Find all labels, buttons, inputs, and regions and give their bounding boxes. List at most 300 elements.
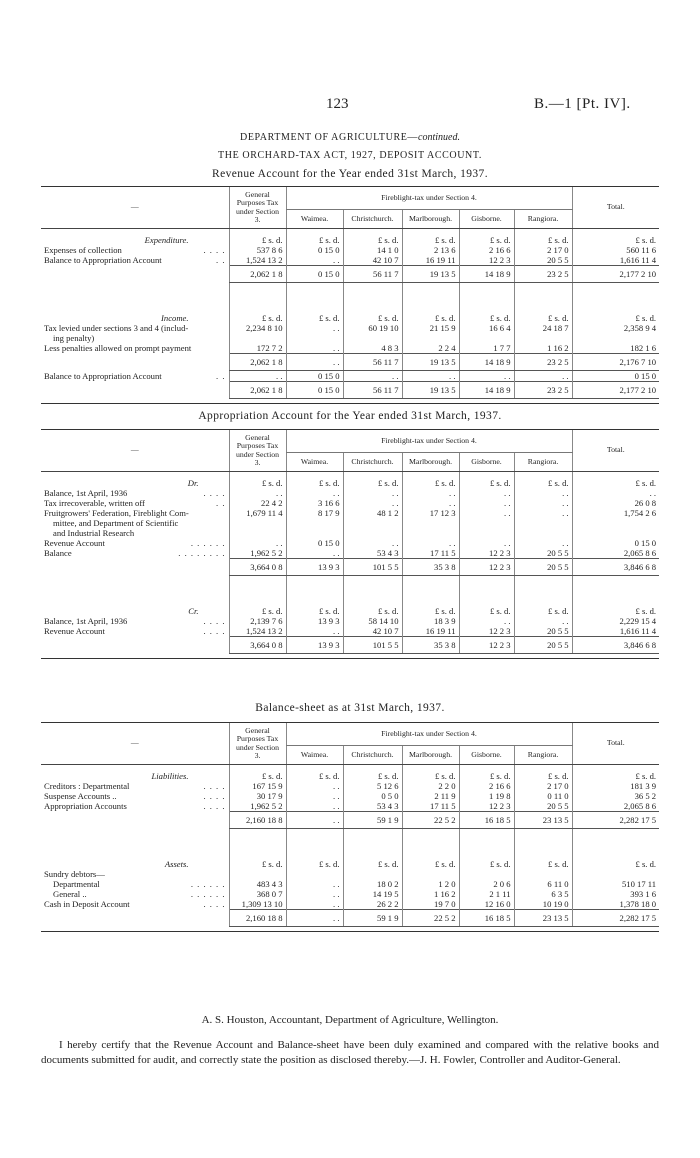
total-cell: 13 9 3 — [286, 637, 343, 654]
amount-cell — [514, 333, 572, 343]
amount-cell: . . — [286, 323, 343, 333]
amount-cell: . . — [286, 781, 343, 791]
total-cell: 2,177 2 10 — [572, 266, 659, 283]
row-label — [41, 333, 229, 343]
total-cell: 23 13 5 — [514, 812, 572, 829]
total-cell: 0 15 0 — [286, 266, 343, 283]
amount-cell: . . — [514, 371, 572, 382]
col-general-purposes: General Purposes Tax under Section 3. — [229, 187, 286, 229]
amount-cell: 1,524 13 2 — [229, 626, 286, 637]
total-cell: 101 5 5 — [343, 559, 402, 576]
leader-dots: . . . . — [203, 781, 226, 791]
appropriation-account-title: Appropriation Account for the Year ended 31st March, 1937. — [198, 410, 502, 422]
amount-cell: 16 19 11 — [402, 255, 459, 266]
amount-cell: 26 0 8 — [572, 498, 659, 508]
amount-cell: 6 11 0 — [514, 879, 572, 889]
currency-units: £ s. d. — [402, 600, 459, 616]
currency-units: £ s. d. — [229, 765, 286, 782]
department-title-text: DEPARTMENT OF AGRICULTURE— — [240, 132, 419, 143]
row-label-text: Sundry debtors— — [44, 869, 105, 879]
row-label — [41, 371, 229, 382]
amount-cell — [459, 518, 514, 528]
section-heading: Cr. — [188, 606, 199, 616]
amount-cell: 36 5 2 — [572, 791, 659, 801]
amount-cell: . . — [343, 371, 402, 382]
table-row — [41, 333, 659, 343]
total-cell: 3,664 0 8 — [229, 559, 286, 576]
amount-cell — [572, 518, 659, 528]
table-row — [41, 323, 659, 333]
table-row — [41, 801, 659, 812]
amount-cell: 1 16 2 — [514, 343, 572, 354]
total-cell: 2,062 1 8 — [229, 354, 286, 371]
total-row — [41, 812, 659, 829]
total-cell: 19 13 5 — [402, 354, 459, 371]
amount-cell: 12 2 3 — [459, 801, 514, 812]
leader-dots: . . . . . . — [190, 879, 226, 889]
table-row — [41, 616, 659, 626]
table-row — [41, 528, 659, 538]
amount-cell — [514, 869, 572, 879]
row-label — [41, 879, 229, 889]
col-christchurch: Christchurch. — [343, 746, 402, 765]
table-row — [41, 255, 659, 266]
total-cell: 23 2 5 — [514, 382, 572, 399]
currency-units: £ s. d. — [514, 765, 572, 782]
amount-cell: . . — [514, 498, 572, 508]
total-cell: . . — [286, 910, 343, 927]
audit-certificate-text: I hereby certify that the Revenue Account and Balance-sheet have been duly examined and compared with the relative books and documents submitted for audit, and correctly state the position as disclosed thereby.—J. H. Fowler, Controller and Auditor-General. — [41, 1039, 659, 1066]
currency-units: £ s. d. — [459, 472, 514, 489]
amount-cell: 0 15 0 — [572, 538, 659, 548]
total-row — [41, 354, 659, 371]
row-label-text: Balance to Appropriation Account — [44, 370, 162, 381]
currency-units: £ s. d. — [343, 853, 402, 869]
amount-cell: 1 16 2 — [402, 889, 459, 899]
amount-cell — [229, 333, 286, 343]
currency-units: £ s. d. — [402, 765, 459, 782]
total-cell: 14 18 9 — [459, 354, 514, 371]
amount-cell: 2 16 6 — [459, 781, 514, 791]
header-dash: — — [41, 187, 229, 229]
amount-cell: 24 18 7 — [514, 323, 572, 333]
leader-dots: . . . . — [203, 626, 226, 636]
amount-cell: . . — [514, 538, 572, 548]
amount-cell — [286, 333, 343, 343]
amount-cell: 2 0 6 — [459, 879, 514, 889]
leader-dots: . . — [216, 255, 226, 265]
amount-cell: . . — [286, 899, 343, 910]
currency-units: £ s. d. — [514, 853, 572, 869]
amount-cell: 3 16 6 — [286, 498, 343, 508]
amount-cell: . . — [229, 488, 286, 498]
balance-sheet-table — [41, 722, 659, 932]
row-label — [41, 323, 229, 333]
amount-cell: . . — [402, 371, 459, 382]
section-heading: Liabilities. — [151, 771, 189, 781]
amount-cell: . . — [229, 538, 286, 548]
total-row — [41, 382, 659, 399]
revenue-account-title: Revenue Account for the Year ended 31st March, 1937. — [212, 168, 488, 180]
total-row — [41, 637, 659, 654]
row-label-text: Appropriation Accounts — [44, 801, 127, 811]
currency-units: £ s. d. — [229, 307, 286, 323]
amount-cell: . . — [286, 255, 343, 266]
amount-cell: . . — [343, 488, 402, 498]
row-label — [41, 528, 229, 538]
table-row — [41, 791, 659, 801]
section-heading: Dr. — [187, 478, 199, 488]
currency-units: £ s. d. — [572, 765, 659, 782]
total-cell: 56 11 7 — [343, 354, 402, 371]
amount-cell: . . — [286, 801, 343, 812]
amount-cell: . . — [514, 508, 572, 518]
amount-cell: 0 5 0 — [343, 791, 402, 801]
amount-cell: . . — [286, 879, 343, 889]
row-label-text: mittee, and Department of Scientific — [53, 518, 179, 528]
amount-cell: 1,309 13 10 — [229, 899, 286, 910]
amount-cell: 16 6 4 — [459, 323, 514, 333]
amount-cell: 18 0 2 — [343, 879, 402, 889]
amount-cell: 0 11 0 — [514, 791, 572, 801]
amount-cell: 20 5 5 — [514, 548, 572, 559]
table-row — [41, 371, 659, 382]
header-dash: — — [41, 723, 229, 765]
amount-cell: . . — [286, 626, 343, 637]
currency-units: £ s. d. — [514, 600, 572, 616]
amount-cell — [514, 518, 572, 528]
table-row — [41, 869, 659, 879]
table-row — [41, 518, 659, 528]
amount-cell: 2,229 15 4 — [572, 616, 659, 626]
amount-cell: 1 2 0 — [402, 879, 459, 889]
amount-cell: 167 15 9 — [229, 781, 286, 791]
row-label-text: Fruitgrowers' Federation, Fireblight Com- — [44, 508, 189, 518]
total-cell: . . — [286, 812, 343, 829]
amount-cell: 17 11 5 — [402, 548, 459, 559]
amount-cell: . . — [402, 498, 459, 508]
table-row — [41, 879, 659, 889]
page-reference: B.—1 [Pt. IV]. — [534, 96, 631, 112]
col-gisborne: Gisborne. — [459, 210, 514, 229]
row-label — [41, 548, 229, 559]
row-label-text: Departmental — [53, 879, 100, 889]
department-title — [0, 132, 700, 143]
row-label — [41, 616, 229, 626]
col-fireblight: Fireblight-tax under Section 4. — [286, 187, 572, 210]
amount-cell: 53 4 3 — [343, 801, 402, 812]
amount-cell — [229, 869, 286, 879]
total-cell: 2,176 7 10 — [572, 354, 659, 371]
amount-cell: 0 15 0 — [572, 371, 659, 382]
currency-units: £ s. d. — [514, 229, 572, 246]
amount-cell: . . — [514, 488, 572, 498]
total-cell: 23 13 5 — [514, 910, 572, 927]
leader-dots: . . — [216, 370, 226, 381]
currency-units: £ s. d. — [459, 765, 514, 782]
amount-cell: 368 0 7 — [229, 889, 286, 899]
amount-cell: 20 5 5 — [514, 255, 572, 266]
amount-cell: . . — [286, 343, 343, 354]
currency-units: £ s. d. — [343, 472, 402, 489]
amount-cell: 1,754 2 6 — [572, 508, 659, 518]
amount-cell — [459, 528, 514, 538]
amount-cell: 14 19 5 — [343, 889, 402, 899]
amount-cell: 2,139 7 6 — [229, 616, 286, 626]
page-number: 123 — [326, 96, 349, 112]
row-label — [41, 781, 229, 791]
amount-cell — [402, 528, 459, 538]
amount-cell: 6 3 5 — [514, 889, 572, 899]
row-label — [41, 791, 229, 801]
page-header — [0, 96, 700, 116]
leader-dots: . . . . — [203, 791, 226, 801]
amount-cell: . . — [459, 488, 514, 498]
total-cell: 2,160 18 8 — [229, 910, 286, 927]
leader-dots: . . . . . . — [190, 889, 226, 899]
amount-cell: 2 16 6 — [459, 245, 514, 255]
section-heading: Assets. — [164, 859, 189, 869]
leader-dots: . . — [216, 498, 226, 508]
amount-cell: 510 17 11 — [572, 879, 659, 889]
col-fireblight: Fireblight-tax under Section 4. — [286, 430, 572, 453]
amount-cell: . . — [459, 538, 514, 548]
amount-cell: 53 4 3 — [343, 548, 402, 559]
total-cell: 56 11 7 — [343, 266, 402, 283]
row-label — [41, 245, 229, 255]
amount-cell: 18 3 9 — [402, 616, 459, 626]
audit-certificate — [41, 1038, 659, 1068]
total-cell: 19 13 5 — [402, 266, 459, 283]
row-label-text: Revenue Account — [44, 626, 105, 636]
amount-cell — [402, 333, 459, 343]
col-marlborough: Marlborough. — [402, 210, 459, 229]
row-label-text: and Industrial Research — [53, 528, 135, 538]
col-marlborough: Marlborough. — [402, 746, 459, 765]
amount-cell: 4 8 3 — [343, 343, 402, 354]
table-row — [41, 245, 659, 255]
total-cell: 35 3 8 — [402, 637, 459, 654]
currency-units: £ s. d. — [514, 472, 572, 489]
amount-cell: . . — [459, 498, 514, 508]
currency-units: £ s. d. — [229, 229, 286, 246]
row-label — [41, 899, 229, 910]
table-row — [41, 488, 659, 498]
total-cell: 2,282 17 5 — [572, 812, 659, 829]
amount-cell: 2,065 8 6 — [572, 548, 659, 559]
amount-cell: 1,524 13 2 — [229, 255, 286, 266]
balance-sheet-title: Balance-sheet as at 31st March, 1937. — [255, 702, 445, 714]
amount-cell — [343, 528, 402, 538]
amount-cell — [572, 869, 659, 879]
amount-cell: . . — [286, 889, 343, 899]
total-cell: 35 3 8 — [402, 559, 459, 576]
row-label — [41, 518, 229, 528]
total-cell: 3,664 0 8 — [229, 637, 286, 654]
amount-cell: . . — [459, 508, 514, 518]
currency-units: £ s. d. — [286, 229, 343, 246]
amount-cell: 48 1 2 — [343, 508, 402, 518]
amount-cell: 17 11 5 — [402, 801, 459, 812]
amount-cell — [343, 869, 402, 879]
row-label — [41, 869, 229, 879]
amount-cell: . . — [572, 488, 659, 498]
amount-cell: 12 16 0 — [459, 899, 514, 910]
total-cell: 3,846 6 8 — [572, 637, 659, 654]
currency-units: £ s. d. — [572, 307, 659, 323]
table-row — [41, 343, 659, 354]
amount-cell: 2 13 6 — [402, 245, 459, 255]
act-title: THE ORCHARD-TAX ACT, 1927, DEPOSIT ACCOUNT. — [218, 150, 482, 161]
leader-dots: . . . . . . — [190, 538, 226, 548]
amount-cell: 182 1 6 — [572, 343, 659, 354]
col-total: Total. — [572, 430, 659, 472]
amount-cell — [459, 333, 514, 343]
total-row — [41, 910, 659, 927]
leader-dots: . . . . — [203, 899, 226, 909]
amount-cell: 1,679 11 4 — [229, 508, 286, 518]
amount-cell: 0 15 0 — [286, 245, 343, 255]
amount-cell: 1 19 8 — [459, 791, 514, 801]
total-cell: 2,062 1 8 — [229, 382, 286, 399]
currency-units: £ s. d. — [402, 853, 459, 869]
currency-units: £ s. d. — [343, 229, 402, 246]
amount-cell: . . — [286, 488, 343, 498]
amount-cell: 181 3 9 — [572, 781, 659, 791]
amount-cell: 5 12 6 — [343, 781, 402, 791]
currency-units: £ s. d. — [459, 600, 514, 616]
amount-cell: . . — [459, 371, 514, 382]
amount-cell: 1,962 5 2 — [229, 801, 286, 812]
amount-cell: 2,065 8 6 — [572, 801, 659, 812]
total-cell: 3,846 6 8 — [572, 559, 659, 576]
col-gisborne: Gisborne. — [459, 746, 514, 765]
row-label-text: ing penalty) — [53, 333, 95, 343]
row-label-text: Balance, 1st April, 1936 — [44, 488, 128, 498]
amount-cell: 12 2 3 — [459, 255, 514, 266]
amount-cell — [402, 518, 459, 528]
col-fireblight: Fireblight-tax under Section 4. — [286, 723, 572, 746]
leader-dots: . . . . — [203, 488, 226, 498]
col-total: Total. — [572, 187, 659, 229]
total-cell: 14 18 9 — [459, 266, 514, 283]
row-label-text: Tax irrecoverable, written off — [44, 498, 145, 508]
amount-cell: 20 5 5 — [514, 626, 572, 637]
appropriation-account-table — [41, 429, 659, 659]
amount-cell — [514, 528, 572, 538]
col-rangiora: Rangiora. — [514, 746, 572, 765]
amount-cell: 537 8 6 — [229, 245, 286, 255]
amount-cell: 2,358 9 4 — [572, 323, 659, 333]
amount-cell: . . — [402, 488, 459, 498]
currency-units: £ s. d. — [402, 472, 459, 489]
amount-cell — [402, 869, 459, 879]
amount-cell: 19 7 0 — [402, 899, 459, 910]
amount-cell: 60 19 10 — [343, 323, 402, 333]
amount-cell: . . — [343, 538, 402, 548]
amount-cell: 0 15 0 — [286, 538, 343, 548]
amount-cell: 2 2 4 — [402, 343, 459, 354]
currency-units: £ s. d. — [343, 307, 402, 323]
amount-cell: 42 10 7 — [343, 255, 402, 266]
col-waimea: Waimea. — [286, 210, 343, 229]
amount-cell: 14 1 0 — [343, 245, 402, 255]
row-label — [41, 488, 229, 498]
row-label-text: Suspense Accounts .. — [44, 791, 117, 801]
amount-cell: 16 19 11 — [402, 626, 459, 637]
amount-cell: 13 9 3 — [286, 616, 343, 626]
amount-cell: 1 7 7 — [459, 343, 514, 354]
total-cell: 16 18 5 — [459, 812, 514, 829]
leader-dots: . . . . — [203, 801, 226, 811]
total-cell: 2,282 17 5 — [572, 910, 659, 927]
total-cell: 12 2 3 — [459, 637, 514, 654]
amount-cell: . . — [459, 616, 514, 626]
total-cell: 22 5 2 — [402, 910, 459, 927]
row-label — [41, 889, 229, 899]
row-label-text: Tax levied under sections 3 and 4 (includ- — [44, 323, 189, 333]
total-cell: 2,062 1 8 — [229, 266, 286, 283]
section-heading: Expenditure. — [144, 235, 189, 245]
amount-cell — [343, 333, 402, 343]
amount-cell — [286, 528, 343, 538]
amount-cell: 172 7 2 — [229, 343, 286, 354]
amount-cell: . . — [286, 548, 343, 559]
amount-cell: 12 2 3 — [459, 548, 514, 559]
total-cell: 12 2 3 — [459, 559, 514, 576]
amount-cell: 2 2 0 — [402, 781, 459, 791]
currency-units: £ s. d. — [229, 853, 286, 869]
amount-cell: 560 11 6 — [572, 245, 659, 255]
amount-cell: 1,962 5 2 — [229, 548, 286, 559]
row-label — [41, 255, 229, 266]
total-cell: 20 5 5 — [514, 559, 572, 576]
table-row — [41, 781, 659, 791]
currency-units: £ s. d. — [286, 853, 343, 869]
amount-cell: 2,234 8 10 — [229, 323, 286, 333]
currency-units: £ s. d. — [286, 307, 343, 323]
row-label-text: General .. — [53, 889, 87, 899]
currency-units: £ s. d. — [459, 307, 514, 323]
row-label — [41, 538, 229, 548]
col-general-purposes: General Purposes Tax under Section 3. — [229, 723, 286, 765]
currency-units: £ s. d. — [286, 472, 343, 489]
amount-cell: 1,378 18 0 — [572, 899, 659, 910]
amount-cell: 8 17 9 — [286, 508, 343, 518]
amount-cell: 2 17 0 — [514, 781, 572, 791]
total-cell: 22 5 2 — [402, 812, 459, 829]
amount-cell — [229, 528, 286, 538]
amount-cell — [572, 333, 659, 343]
currency-units: £ s. d. — [343, 600, 402, 616]
row-label-text: Expenses of collection — [44, 245, 122, 255]
amount-cell: 1,616 11 4 — [572, 626, 659, 637]
row-label — [41, 508, 229, 518]
currency-units: £ s. d. — [459, 853, 514, 869]
table-row — [41, 899, 659, 910]
amount-cell: 17 12 3 — [402, 508, 459, 518]
currency-units: £ s. d. — [229, 600, 286, 616]
amount-cell: 12 2 3 — [459, 626, 514, 637]
total-row — [41, 266, 659, 283]
amount-cell — [229, 518, 286, 528]
row-label-text: Balance to Appropriation Account — [44, 255, 162, 265]
amount-cell: 0 15 0 — [286, 371, 343, 382]
col-general-purposes: General Purposes Tax under Section 3. — [229, 430, 286, 472]
currency-units: £ s. d. — [229, 472, 286, 489]
row-label — [41, 343, 229, 354]
total-cell: 19 13 5 — [402, 382, 459, 399]
